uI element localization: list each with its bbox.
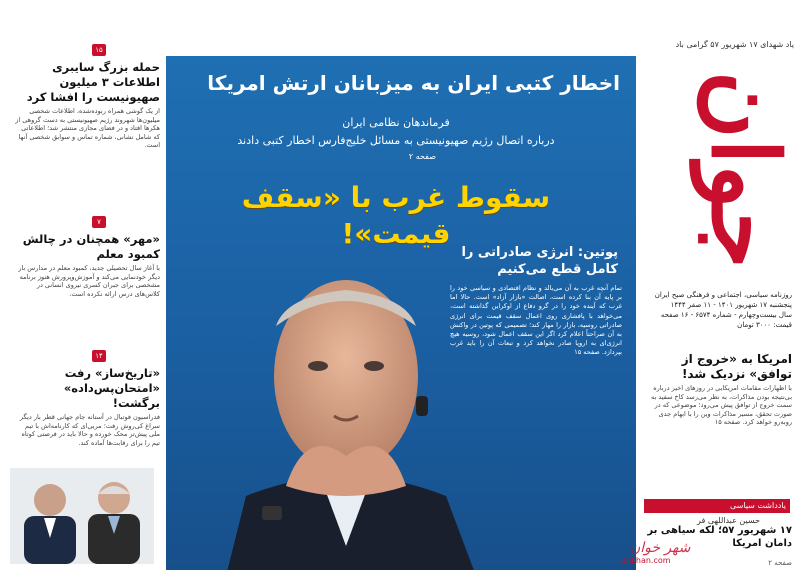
story-cyber-attack[interactable] — [14, 60, 160, 150]
logo-text: جوان — [691, 71, 799, 269]
pub-info-line: پنجشنبه ۱۷ شهریور ۱۴۰۱ - ۱۱ صفر ۱۴۴۴ — [670, 301, 792, 309]
story-teacher-shortage[interactable] — [14, 232, 160, 298]
story-body: با اظهارات مقامات امریکایی در روزهای اخیر درباره بی‌نتیجه بودن مذاکرات، به نظر می‌رسد کاخ سفید به سمت خروج از توافق پیش می‌رود؛ موضوعی که در صورت تحقق، مسیر مذاکرات وین را با ابهام جدی روبه‌رو خواهد کرد. صفحه ۱۵ — [651, 384, 792, 427]
page-badge: ۱۴ — [92, 350, 106, 362]
main-headline: سقوط غرب با «سقف قیمت»! — [241, 181, 551, 250]
lead-subtitle-detail: درباره اتصال رژیم صهیونیستی به مسائل خلیج‌فارس اخطار کتبی دادند — [237, 134, 555, 147]
story-body: فدراسیون فوتبال در آستانه جام جهانی قطر بار دیگر سراغ کی‌روش رفت؛ مربی‌ای که کارنامه‌اش با تیم ملی پیش‌تر محک خورده و حالا باید در فرصتی کوتاه تیم را برای رقابت‌ها آماده کند. — [19, 413, 160, 447]
lead-page-ref: صفحه ۲ — [408, 152, 436, 161]
lead-title: اخطار کتبی ایران به میزبانان ارتش امریکا — [207, 71, 620, 95]
story-title: امریکا به «خروج از توافق» نزدیک شد! — [681, 352, 792, 381]
putin-portrait — [206, 256, 486, 570]
pub-info-line: روزنامه سیاسی، اجتماعی و فرهنگی صبح ایران — [654, 291, 792, 299]
author-name: حسین عبداللهی فر — [697, 516, 760, 525]
masthead-logo[interactable] — [648, 55, 799, 285]
lead-story-panel[interactable] — [166, 56, 636, 570]
story-exit-deal[interactable] — [642, 352, 792, 427]
coaches-photo — [10, 468, 154, 564]
story-coach-return[interactable] — [14, 366, 160, 447]
story-title: حمله بزرگ سایبری اطلاعات ۳ میلیون صهیونیست را افشا کرد — [26, 60, 160, 104]
page-badge: ۱۵ — [92, 44, 106, 56]
story-page-ref: صفحه ۲ — [768, 559, 792, 567]
story-body: با آغاز سال تحصیلی جدید، کمبود معلم در مدارس بار دیگر خودنمایی می‌کند و آموزش‌وپرورش هنوز برنامه مشخصی برای جبران کسری نیروی انسانی در کلاس‌های درس ارائه نکرده است. — [18, 264, 160, 298]
lead-subtitle: فرماندهان نظامی ایران — [342, 116, 450, 129]
section-bar: یادداشت سیاسی — [644, 499, 790, 513]
coaches-illustration — [10, 468, 154, 564]
pub-info-line: سال بیست‌وچهارم - شماره ۶۵۷۴ - ۱۶ صفحه — [660, 311, 792, 319]
lead-body: تمام آنچه غرب به آن می‌بالد و نظام اقتصادی و سیاسی خود را بر پایه آن بنا کرده است، اصالت «بازار آزاد» است. حالا اما غرب که آینده خود را در گرو دفاع از اوکراین گذاشته است، می‌خواهد با پافشاری روی اعمال سقف قیمت برای انرژی صادراتی روسیه، بازار را مهار کند؛ تصمیمی که پوتین در واکنش به آن صراحتاً اعلام کرد اگر این سقف اعمال شود، روسیه هیچ انرژی‌ای به اروپا صادر نخواهد کرد و تبعات آن را باید غرب بپردازد. صفحه ۱۵ — [450, 284, 622, 357]
pub-info-line: قیمت: ۳۰۰۰ تومان — [737, 321, 792, 329]
page-badge: ۷ — [92, 216, 106, 228]
top-margin — [0, 0, 800, 36]
dateline: یاد شهدای ۱۷ شهریور ۵۷ گرامی باد — [675, 40, 794, 49]
story-title: «مهر» همچنان در چالش کمبود معلم — [22, 232, 160, 261]
watermark-url: shkhan.com — [622, 556, 671, 565]
story-body: از یک گوشی همراه ربوده‌شده، اطلاعات شخصی میلیون‌ها شهروند رژیم صهیونیستی به دست گروهی از هکرها افتاد و در فضای مجازی منتشر شد؛ اطلاعاتی که شامل نشانی، شماره تماس و سوابق شخصی آنها است. — [15, 107, 160, 150]
story-title: «تاریخ‌ساز» رفت «امتحان‌پس‌داده» برگشت! — [63, 366, 160, 410]
lead-quote: پوتین: انرژی صادراتی را کامل قطع می‌کنیم — [461, 245, 618, 277]
publication-info — [642, 290, 792, 330]
story-title: ۱۷ شهریور ۵۷؛ لکه سیاهی بر دامان امریکا — [647, 525, 792, 549]
watermark-logo: شهر خوان — [630, 540, 691, 556]
